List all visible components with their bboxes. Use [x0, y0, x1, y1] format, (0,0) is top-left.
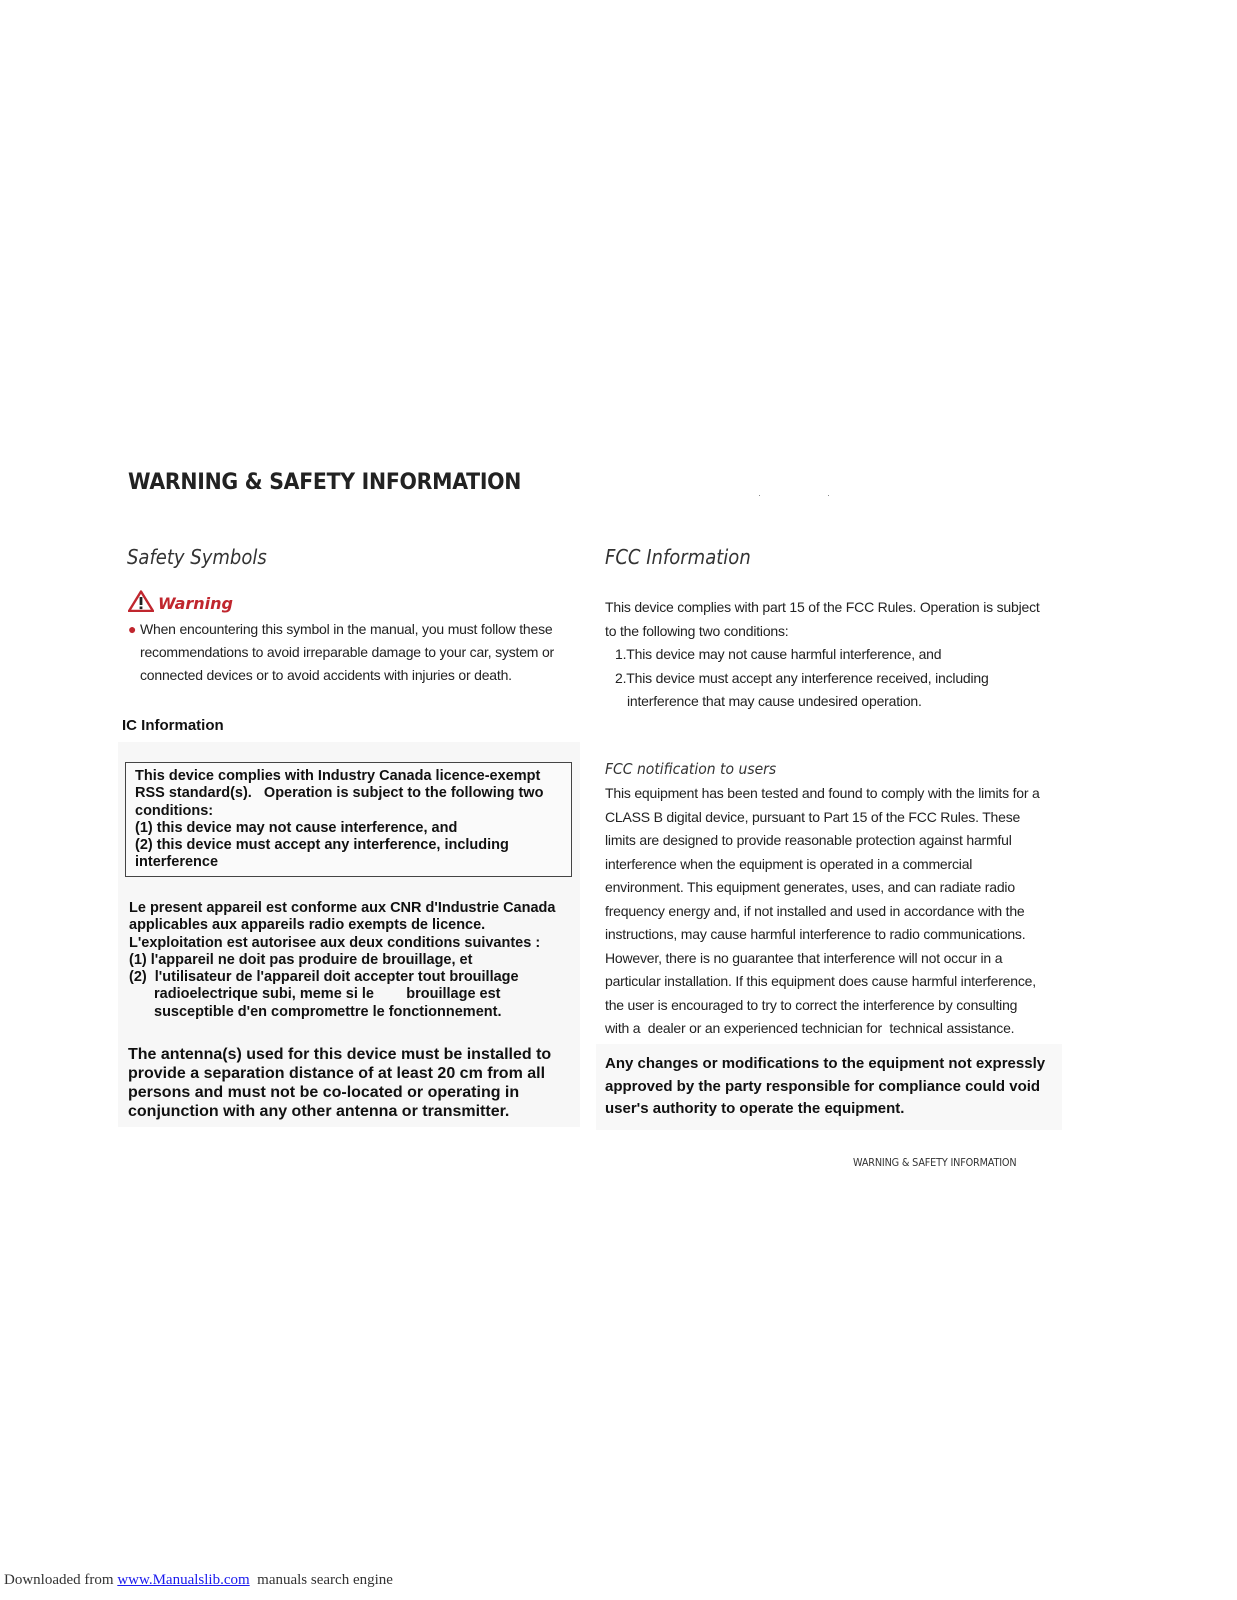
ic-box-line: This device complies with Industry Canada licence-exempt	[135, 768, 541, 784]
fcc-changes-line: Any changes or modifications to the equipment not expressly	[605, 1055, 1046, 1072]
fcc-condition-2-cont: interference that may cause undesired operation.	[627, 693, 922, 709]
ic-box-line: interference	[135, 854, 219, 871]
fcc-intro-line: to the following two conditions:	[605, 622, 789, 639]
warning-triangle-icon	[128, 590, 154, 617]
fcc-notification-line: frequency energy and, if not installed and used in accordance with the	[605, 902, 1025, 919]
stray-mark	[759, 495, 760, 496]
french-line: (1) l'appareil ne doit pas produire de brouillage, et	[129, 951, 473, 968]
french-line: radioelectrique subi, meme si le brouillage est	[154, 986, 501, 1003]
fcc-notification-line: the user is encouraged to try to correct the interference by consulting	[605, 996, 1018, 1013]
fcc-notification-line: This equipment has been tested and found to comply with the limits for a	[605, 785, 1040, 801]
safety-symbols-heading: Safety Symbols	[127, 545, 267, 569]
bullet-dot-icon: ●	[128, 621, 137, 637]
french-line: applicables aux appareils radio exempts de licence.	[129, 917, 486, 934]
page-title: WARNING & SAFETY INFORMATION	[128, 470, 522, 495]
download-prefix: Downloaded from	[4, 1572, 118, 1588]
warning-bullet-text: When encountering this symbol in the manual, you must follow these recommendations to avoid irreparable damage to your car, system or connected devices or to avoid accidents with injuries or death.	[140, 621, 555, 683]
fcc-notification-body	[605, 782, 1058, 1041]
fcc-notification-line: particular installation. If this equipment does cause harmful interference,	[605, 973, 1036, 989]
ic-french-text	[129, 900, 579, 1021]
antenna-line: provide a separation distance of at least 20 cm from all	[128, 1065, 546, 1082]
fcc-condition-2: 2.This device must accept any interference received, including	[615, 669, 989, 686]
page-footer: WARNING & SAFETY INFORMATION	[853, 1156, 1017, 1169]
fcc-intro	[605, 596, 1060, 714]
fcc-changes-line: approved by the party responsible for compliance could void	[605, 1077, 1041, 1095]
ic-information-label: IC Information	[122, 717, 224, 734]
french-line: Le present appareil est conforme aux CNR d'Industrie Canada	[129, 900, 556, 916]
ic-compliance-box	[125, 762, 572, 877]
antenna-statement	[128, 1045, 573, 1121]
antenna-line: The antenna(s) used for this device must be installed to	[128, 1046, 552, 1063]
fcc-notification-line: limits are designed to provide reasonable protection against harmful	[605, 832, 1012, 848]
warning-header	[128, 590, 233, 617]
fcc-notification-line: CLASS B digital device, pursuant to Part 15 of the FCC Rules. These	[605, 808, 1021, 825]
ic-box-line: (2) this device must accept any interference, including	[135, 837, 509, 854]
stray-mark	[828, 495, 829, 496]
fcc-notification-line: interference when the equipment is operated in a commercial	[605, 855, 973, 872]
fcc-notification-line: instructions, may cause harmful interference to radio communications.	[605, 926, 1026, 942]
fcc-intro-line: This device complies with part 15 of the FCC Rules. Operation is subject	[605, 599, 1040, 615]
fcc-notification-line: environment. This equipment generates, uses, and can radiate radio	[605, 879, 1015, 895]
warning-label: Warning	[158, 594, 233, 613]
fcc-changes-statement	[605, 1053, 1060, 1121]
french-line: susceptible d'en compromettre le fonctionnement.	[154, 1003, 502, 1020]
fcc-notification-line: with a dealer or an experienced technician for technical assistance.	[605, 1020, 1015, 1036]
antenna-line: conjunction with any other antenna or transmitter.	[128, 1103, 510, 1120]
fcc-notification-line: However, there is no guarantee that interference will not occur in a	[605, 949, 1003, 966]
manualslib-link[interactable]: www.Manualslib.com	[117, 1572, 250, 1588]
french-line: (2) l'utilisateur de l'appareil doit accepter tout brouillage	[129, 969, 519, 986]
ic-box-line: RSS standard(s). Operation is subject to the following two	[135, 785, 544, 802]
fcc-changes-line: user's authority to operate the equipment.	[605, 1100, 905, 1117]
antenna-line: persons and must not be co-located or operating in	[128, 1084, 520, 1101]
fcc-information-heading: FCC Information	[605, 545, 751, 569]
fcc-condition-1: 1.This device may not cause harmful interference, and	[615, 646, 942, 662]
ic-box-line: (1) this device may not cause interference, and	[135, 819, 458, 836]
french-line: L'exploitation est autorisee aux deux conditions suivantes :	[129, 934, 541, 951]
ic-box-line: conditions:	[135, 802, 214, 819]
fcc-notification-heading: FCC notification to users	[605, 760, 777, 778]
download-banner	[4, 1572, 393, 1589]
download-suffix: manuals search engine	[249, 1572, 393, 1588]
warning-bullet	[128, 618, 580, 687]
